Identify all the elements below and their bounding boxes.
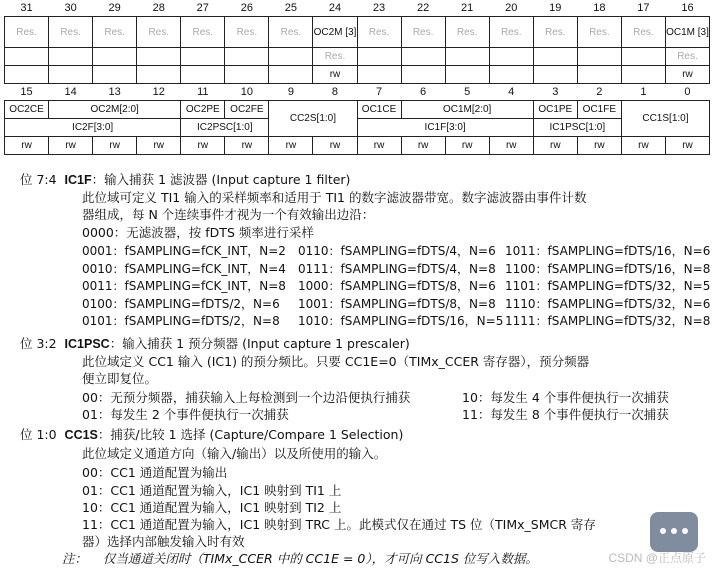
filter-option: 1011：fSAMPLING=fDTS/16，N=6	[505, 244, 711, 258]
filter-option: 1010：fSAMPLING=fDTS/16，N=5	[298, 314, 504, 328]
reserved-field: Res.	[489, 17, 533, 48]
field-row-low-input	[5, 119, 710, 137]
filter-option: 0110：fSAMPLING=fDTS/4，N=6	[298, 244, 496, 258]
bit-6: 6	[420, 85, 427, 98]
filter-option: 0100：fSAMPLING=fDTS/2，N=6	[82, 296, 280, 311]
reserved-field: Res.	[93, 17, 137, 48]
filter-option: 0011：fSAMPLING=fCK_INT，N=8	[82, 279, 286, 293]
access-rw: rw	[137, 137, 181, 155]
access-rw: rw	[225, 137, 269, 155]
bit-29: 29	[108, 1, 121, 14]
filter-options-col2	[298, 243, 503, 331]
field-ic1psc: IC1PSC[1:0]	[533, 119, 621, 137]
section-ic1f-heading	[20, 172, 350, 188]
note	[62, 551, 538, 567]
bit-22: 22	[416, 1, 430, 14]
selection-option: 10：CC1 通道配置为输入，IC1 映射到 TI2 上	[82, 500, 342, 515]
bit-8: 8	[331, 85, 339, 98]
field-oc1ce: OC1CE	[357, 101, 401, 119]
filter-option: 1110：fSAMPLING=fDTS/32，N=6	[505, 296, 711, 311]
field-name: CC1S	[64, 428, 98, 442]
prescaler-option: 11：每发生 8 个事件便执行一次捕获	[462, 407, 669, 422]
description-line: 此位域可定义 TI1 输入的采样频率和适用于 TI1 的数字滤波器带宽。数字滤波器由事件计数	[82, 190, 587, 205]
bit-13: 13	[108, 85, 121, 98]
note-text: 仅当通道关闭时（TIMx_CCER 中的 CC1E = 0），才可向 CC1S 位写入数据。	[102, 551, 538, 566]
reserved-field: Res.	[269, 17, 313, 48]
bit-1: 1	[640, 85, 647, 98]
access-rw: rw	[401, 137, 445, 155]
selection-option: 01：CC1 通道配置为输入，IC1 映射到 TI1 上	[82, 483, 342, 498]
field-oc2pe: OC2PE	[181, 101, 225, 119]
field-oc1fe: OC1FE	[577, 101, 621, 119]
filter-option: 0010：fSAMPLING=fCK_INT，N=4	[82, 261, 286, 276]
prescaler-option: 00：无预分频器，捕获输入上每检测到一个边沿便执行捕获	[82, 390, 411, 405]
bit-2: 2	[596, 85, 603, 98]
bit-number-row-low	[5, 84, 710, 101]
chat-bubble-icon[interactable]	[650, 512, 698, 552]
selection-option: 11：CC1 通道配置为输入，IC1 映射到 TRC 上。此模式仅在通过 TS 位（TIMx_SMCR 寄存	[82, 517, 596, 532]
bit-24: 24	[328, 1, 342, 14]
field-ic2f: IC2F[3:0]	[5, 119, 181, 137]
bit-20: 20	[505, 1, 518, 14]
field-name: IC1F	[64, 173, 92, 187]
field-title: ：捕获/比较 1 选择 (Capture/Compare 1 Selection)	[97, 427, 404, 442]
bit-21: 21	[461, 1, 474, 14]
field-cc1s: CC1S[1:0]	[621, 101, 709, 137]
register-bit-table	[4, 0, 710, 155]
field-title: ：输入捕获 1 滤波器 (Input capture 1 filter)	[91, 172, 351, 187]
bit-number-row-high	[5, 0, 710, 17]
bit-25: 25	[284, 1, 298, 14]
description-line: 0000：无滤波器，按 fDTS 频率进行采样	[82, 225, 314, 240]
bit-position: 位 7:4	[20, 172, 57, 187]
reserved-field: Res.	[49, 17, 93, 48]
reserved-field: Res.	[445, 17, 489, 48]
reserved-field: Res.	[313, 48, 357, 66]
bit-27: 27	[196, 1, 209, 14]
access-rw: rw	[5, 137, 49, 155]
field-ic1f: IC1F[3:0]	[357, 119, 533, 137]
bit-14: 14	[64, 85, 77, 98]
bit-4: 4	[508, 85, 515, 98]
bit-15: 15	[20, 85, 33, 98]
reserved-field: Res.	[5, 17, 49, 48]
access-rw: rw	[665, 137, 709, 155]
bit-position: 位 3:2	[20, 336, 57, 351]
reserved-field: Res.	[577, 17, 621, 48]
filter-option: 0001：fSAMPLING=fCK_INT，N=2	[82, 244, 286, 258]
access-row-high	[5, 66, 710, 84]
prescaler-option: 10：每发生 4 个事件便执行一次捕获	[462, 390, 669, 405]
section-ic1psc-heading	[20, 336, 410, 352]
filter-option: 1101：fSAMPLING=fDTS/32，N=5	[505, 279, 711, 293]
access-rw: rw	[313, 137, 357, 155]
filter-option: 1000：fSAMPLING=fDTS/8，N=6	[298, 279, 496, 293]
watermark: CSDN @正点原子	[608, 551, 706, 565]
bit-28: 28	[152, 1, 165, 14]
filter-option: 0101：fSAMPLING=fDTS/2，N=8	[82, 314, 280, 328]
filter-option: 0111：fSAMPLING=fDTS/4，N=8	[298, 261, 496, 276]
field-row-low-output	[5, 101, 710, 119]
field-name: IC1PSC	[64, 337, 110, 351]
field-oc1m3: OC1M [3]	[665, 17, 709, 48]
field-oc1m: OC1M[2:0]	[401, 101, 533, 119]
field-oc2ce: OC2CE	[5, 101, 49, 119]
bit-position: 位 1:0	[20, 427, 57, 442]
section-cc1s-heading	[20, 427, 403, 443]
filter-option: 1001：fSAMPLING=fDTS/8，N=8	[298, 296, 496, 311]
bit-31: 31	[20, 1, 33, 14]
reserved-row-extra	[5, 48, 710, 66]
field-cc2s: CC2S[1:0]	[269, 101, 357, 137]
field-row-high	[5, 17, 710, 48]
access-row-low	[5, 137, 710, 155]
access-rw: rw	[357, 137, 401, 155]
field-oc2m: OC2M[2:0]	[49, 101, 181, 119]
reserved-field: Res.	[181, 17, 225, 48]
bit-12: 12	[152, 85, 165, 98]
bit-23: 23	[372, 1, 386, 14]
bit-17: 17	[637, 1, 650, 14]
filter-options-col1	[82, 243, 286, 331]
bit-11: 11	[197, 85, 209, 98]
reserved-field: Res.	[357, 17, 401, 48]
reserved-field: Res.	[137, 17, 181, 48]
bit-10: 10	[240, 85, 253, 98]
access-rw: rw	[49, 137, 93, 155]
access-rw: rw	[577, 137, 621, 155]
reserved-field: Res.	[621, 17, 665, 48]
reserved-field: Res.	[401, 17, 445, 48]
bit-5: 5	[464, 85, 471, 98]
description-line: 此位域定义 CC1 输入 (IC1) 的预分频比。只要 CC1E=0（TIMx_CCER 寄存器），预分频器	[82, 354, 590, 369]
bit-19: 19	[549, 1, 562, 14]
note-label: 注：	[62, 551, 88, 566]
filter-option: 1111：fSAMPLING=fDTS/32，N=8	[505, 314, 711, 328]
filter-options-col3	[505, 243, 710, 331]
access-rw: rw	[489, 137, 533, 155]
reserved-field: Res.	[533, 17, 577, 48]
prescaler-option: 01：每发生 2 个事件便执行一次捕获	[82, 407, 289, 422]
field-oc2m3: OC2M [3]	[313, 17, 357, 48]
bit-26: 26	[240, 1, 253, 14]
description-line: 此位域定义通道方向（输入/输出）以及所使用的输入。	[82, 446, 387, 461]
field-title: ：输入捕获 1 预分频器 (Input capture 1 prescaler)	[109, 336, 410, 351]
access-rw: rw	[445, 137, 489, 155]
bit-30: 30	[64, 1, 77, 14]
bit-0: 0	[684, 85, 691, 98]
access-rw: rw	[269, 137, 313, 155]
access-rw: rw	[93, 137, 137, 155]
field-oc2fe: OC2FE	[225, 101, 269, 119]
bit-7: 7	[375, 85, 383, 98]
field-oc1pe: OC1PE	[533, 101, 577, 119]
access-rw: rw	[665, 66, 709, 84]
reserved-field: Res.	[665, 48, 709, 66]
access-rw: rw	[621, 137, 665, 155]
bit-16: 16	[681, 1, 694, 14]
filter-option: 1100：fSAMPLING=fDTS/16，N=8	[505, 261, 711, 276]
access-rw: rw	[313, 66, 357, 84]
bit-3: 3	[552, 85, 559, 98]
reserved-field: Res.	[225, 17, 269, 48]
description-line: 器组成，每 N 个连续事件才视为一个有效输出边沿：	[82, 207, 375, 222]
field-ic2psc: IC2PSC[1:0]	[181, 119, 269, 137]
bit-9: 9	[287, 85, 294, 98]
access-rw: rw	[533, 137, 577, 155]
bit-18: 18	[593, 1, 606, 14]
selection-option: 器）选择内部触发输入时有效	[82, 534, 245, 549]
access-rw: rw	[181, 137, 225, 155]
selection-option: 00：CC1 通道配置为输出	[82, 465, 228, 480]
description-line: 便立即复位。	[82, 371, 158, 386]
